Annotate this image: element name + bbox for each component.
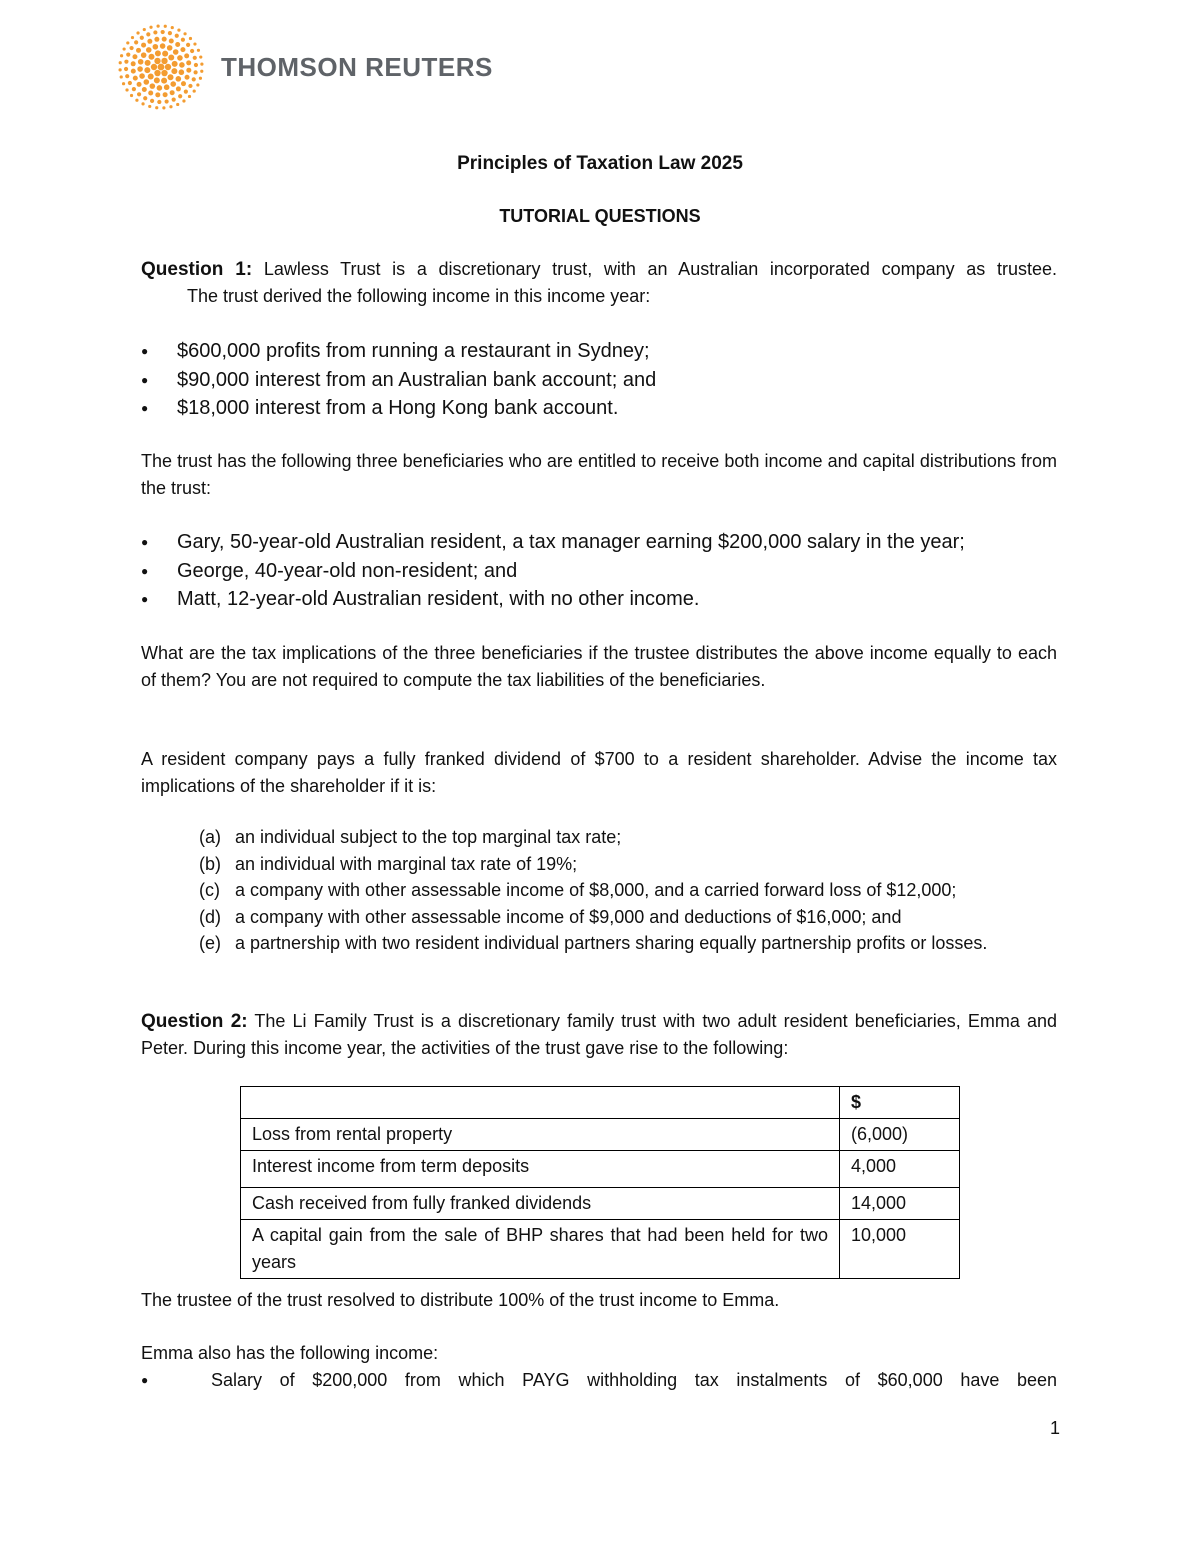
logo-dot: [199, 77, 202, 80]
list-item: [199, 851, 1057, 878]
logo-dot: [148, 91, 153, 96]
item-marker: (d): [199, 906, 221, 927]
document-title: Principles of Taxation Law 2025: [457, 153, 743, 174]
logo-dot: [153, 44, 159, 50]
logo-dot: [193, 70, 197, 74]
logo-dot: [136, 48, 141, 53]
logo-dot: [126, 41, 129, 44]
logo-dot: [169, 38, 174, 43]
logo-dot: [131, 69, 136, 74]
logo-dot: [190, 49, 194, 53]
table-cell: (6,000): [840, 1119, 960, 1151]
logo-dot: [162, 106, 165, 109]
question-1-prompt: What are the tax implications of the three beneficiaries if the trustee distributes the above income equally to each of them? You are not required to compute the tax liabilities of the beneficiaries.: [141, 643, 1057, 690]
question-1-intro: [141, 256, 1057, 310]
table-cell: 4,000: [840, 1151, 960, 1188]
list-item: [199, 904, 1057, 931]
logo-dot: [200, 70, 203, 73]
item-text: an individual with marginal tax rate of 19%;: [235, 853, 578, 874]
logo-dot: [154, 77, 160, 83]
table-cell: Loss from rental property: [241, 1119, 840, 1151]
logo-dot: [172, 61, 178, 67]
logo-dot: [120, 75, 123, 78]
logo-dot: [130, 94, 133, 97]
logo-dot: [177, 55, 183, 61]
logo-dot: [143, 28, 146, 31]
logo-dot: [184, 90, 188, 94]
question-1-label: Question 1:: [141, 259, 253, 280]
logo-dot: [176, 86, 181, 91]
logo-dot: [196, 83, 199, 86]
logo-dot: [151, 64, 157, 70]
logo-dot: [193, 42, 196, 45]
item-text: a partnership with two resident individual partners sharing equally partnership profits or losses.: [235, 933, 988, 953]
logo-dot: [120, 54, 123, 57]
logo-dot: [137, 82, 142, 87]
logo-dot: [168, 74, 174, 80]
logo-dot: [181, 38, 185, 42]
logo-dot: [148, 105, 151, 108]
logo-dot: [154, 58, 160, 64]
logo-dot: [164, 25, 167, 28]
logo-dot: [158, 64, 165, 71]
logo-dot: [168, 31, 172, 35]
logo-dot: [137, 66, 143, 72]
list-item: [199, 824, 1057, 851]
logo-dot: [123, 47, 126, 50]
logo-dot: [179, 62, 185, 68]
logo-dot: [141, 52, 147, 58]
table-cell: 14,000: [840, 1188, 960, 1220]
logo-dot: [125, 74, 129, 78]
list-item: ● $90,000 interest from an Australian bank account; and: [141, 366, 656, 395]
item-marker: (b): [199, 853, 221, 874]
logo-dot: [171, 26, 174, 29]
table-cell: 10,000: [840, 1220, 960, 1279]
logo-dot: [162, 37, 167, 42]
list-item: [199, 930, 1057, 957]
table-header-row: [241, 1087, 960, 1119]
logo-dot: [189, 37, 192, 40]
logo-dot: [178, 94, 182, 98]
logo-dot: [165, 64, 171, 70]
logo-dot: [129, 46, 133, 50]
list-item: ● George, 40-year-old non-resident; and: [141, 557, 965, 586]
item-text: a company with other assessable income of $9,000 and deductions of $16,000; and: [235, 906, 902, 927]
logo-dot: [161, 30, 165, 34]
question-1-intro-line-1: Lawless Trust is a discretionary trust, with an Australian incorporated company as trustee.: [263, 259, 1057, 279]
logo-dot: [133, 76, 138, 81]
logo-dot: [163, 92, 168, 97]
document-subtitle: TUTORIAL QUESTIONS: [499, 206, 701, 226]
logo-dot: [144, 67, 150, 73]
logo-dot: [180, 47, 185, 52]
logo-dot: [131, 36, 134, 39]
logo-dot: [155, 106, 158, 109]
logo-dot: [188, 95, 191, 98]
item-text: a company with other assessable income of $8,000, and a carried forward loss of $12,000;: [235, 880, 957, 900]
logo-dot: [154, 70, 160, 76]
question-2-label: Question 2:: [141, 1011, 248, 1032]
logo-dot: [181, 81, 186, 86]
thomson-reuters-logo: [115, 22, 495, 112]
logo-dot: [141, 43, 146, 48]
logo-dot: [168, 54, 174, 60]
logo-dot: [175, 34, 179, 38]
logo-dot: [200, 63, 203, 66]
logo-dot: [157, 85, 163, 91]
logo-dot: [124, 60, 128, 64]
logo-dot: [142, 87, 147, 92]
logo-dot: [143, 96, 147, 100]
logo-dot: [170, 90, 175, 95]
table-cell: Interest income from term deposits: [241, 1151, 840, 1188]
table-cell: Cash received from fully franked dividends: [241, 1188, 840, 1220]
logo-dot: [186, 60, 191, 65]
logo-dot: [137, 92, 141, 96]
logo-dot: [176, 76, 182, 82]
logo-dot: [197, 49, 200, 52]
logo-dot: [177, 29, 180, 32]
table-row: [241, 1188, 960, 1220]
income-list: [141, 337, 656, 423]
logo-dot: [149, 26, 152, 29]
logo-dot: [188, 84, 192, 88]
logo-dot: [157, 100, 161, 104]
logo-dot: [146, 32, 150, 36]
logo-dot: [167, 45, 173, 51]
logo-dot: [170, 81, 176, 87]
logo-dot: [141, 102, 144, 105]
list-item: [199, 877, 1057, 904]
logo-dot: [176, 103, 179, 106]
table-row: [241, 1151, 960, 1188]
table-row: [241, 1119, 960, 1151]
logo-dot: [132, 87, 136, 91]
logo-dot: [172, 98, 176, 102]
logo-dot: [183, 32, 186, 35]
logo-dot: [131, 61, 136, 66]
list-item: ● $600,000 profits from running a restaurant in Sydney;: [141, 337, 656, 366]
logo-dot: [155, 92, 160, 97]
logo-dot: [162, 51, 168, 57]
logo-dot: [161, 78, 167, 84]
logo-dot: [145, 60, 151, 66]
trustee-resolution: The trustee of the trust resolved to distribute 100% of the trust income to Emma.: [141, 1290, 780, 1310]
item-marker: (e): [199, 933, 221, 953]
logo-dot: [128, 81, 132, 85]
logo-dot: [182, 99, 185, 102]
question-1-intro-line-2: The trust derived the following income in this income year:: [187, 286, 651, 306]
page-number: 1: [1049, 1418, 1060, 1438]
logo-dot: [164, 84, 170, 90]
beneficiaries-list: [141, 528, 965, 614]
emma-salary-text: Salary of $200,000 from which PAYG withholding tax instalments of $60,000 have been: [211, 1370, 1057, 1390]
logo-dot: [194, 63, 198, 67]
logo-dot: [193, 56, 197, 60]
logo-dot: [161, 70, 167, 76]
logo-dot: [175, 42, 180, 47]
logo-dot: [199, 55, 202, 58]
logo-dot: [155, 50, 161, 56]
logo-dot: [132, 54, 137, 59]
logo-dot: [157, 25, 160, 28]
dividend-options: [199, 824, 1057, 957]
logo-dot: [124, 67, 128, 71]
logo-dot: [173, 49, 179, 55]
logo-dot: [154, 37, 159, 42]
logo-dot: [147, 39, 152, 44]
logo-dot: [186, 68, 191, 73]
logo-dot: [125, 88, 128, 91]
list-item: ● Gary, 50-year-old Australian resident, a tax manager earning $200,000 salary in the year;: [141, 528, 965, 557]
logo-dot: [135, 99, 138, 102]
table-header-cell: $: [840, 1087, 960, 1119]
table-header-cell: [241, 1087, 840, 1119]
logo-dot: [119, 61, 122, 64]
bullet-icon: ●: [141, 1373, 149, 1387]
table-row: [241, 1220, 960, 1279]
item-marker: (c): [199, 880, 220, 900]
logo-dot: [184, 53, 189, 58]
logo-dot: [140, 36, 144, 40]
logo-dot: [165, 99, 169, 103]
logo-dot: [136, 31, 139, 34]
logo-dot: [179, 69, 185, 75]
logo-dot: [134, 40, 138, 44]
logo-dot: [148, 54, 154, 60]
beneficiaries-intro: The trust has the following three beneficiaries who are entitled to receive both income and capital distributions from the trust:: [141, 451, 1057, 498]
logo-dot: [186, 43, 190, 47]
logo-dot: [138, 59, 144, 65]
reuters-dot-sphere-icon: [115, 22, 207, 112]
list-item: ● Matt, 12-year-old Australian resident, with no other income.: [141, 585, 965, 614]
logo-dot: [193, 89, 196, 92]
logo-dot: [126, 53, 130, 57]
question-2-intro: [141, 1008, 1057, 1062]
logo-dot: [122, 82, 125, 85]
logo-dot: [192, 77, 196, 81]
logo-dot: [169, 105, 172, 108]
logo-dot: [119, 68, 122, 71]
item-marker: (a): [199, 827, 221, 847]
list-item: ● $18,000 interest from a Hong Kong bank account.: [141, 394, 656, 423]
brand-name: THOMSON REUTERS: [221, 52, 493, 82]
logo-dot: [148, 74, 154, 80]
logo-dot: [139, 73, 145, 79]
logo-dot: [150, 99, 154, 103]
logo-dot: [153, 30, 157, 34]
question-2-intro-text: The Li Family Trust is a discretionary family trust with two adult resident beneficiaries, Emma and Peter. During this income year, the activities of the trust gave rise to the following:: [141, 1011, 1057, 1058]
logo-dot: [160, 43, 166, 49]
logo-dot: [161, 58, 167, 64]
emma-income-intro: Emma also has the following income:: [141, 1343, 439, 1363]
logo-dot: [146, 47, 152, 53]
item-text: an individual subject to the top marginal tax rate;: [235, 827, 622, 847]
logo-dot: [144, 79, 150, 85]
table-cell: A capital gain from the sale of BHP shares that had been held for two years: [241, 1220, 840, 1279]
emma-salary-item: [141, 1367, 1057, 1394]
trust-activities-table: [240, 1086, 960, 1279]
logo-dot: [150, 83, 156, 89]
logo-dot: [171, 68, 177, 74]
dividend-intro: A resident company pays a fully franked dividend of $700 to a resident shareholder. Advise the income tax implications of the shareholder if it is:: [141, 749, 1057, 796]
logo-dot: [185, 75, 190, 80]
